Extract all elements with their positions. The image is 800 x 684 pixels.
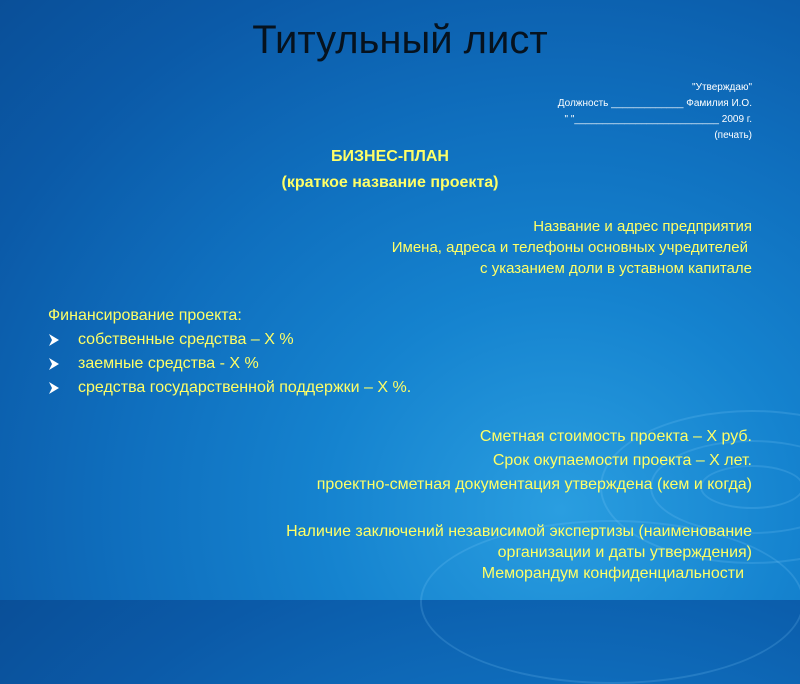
- estimated-cost-line: Сметная стоимость проекта – Х руб.: [479, 428, 752, 445]
- business-plan-heading: БИЗНЕС-ПЛАН: [331, 148, 449, 165]
- arrow-bullet-icon: [48, 333, 60, 347]
- payback-period-line: Срок окупаемости проекта – Х лет.: [492, 452, 752, 469]
- expertise-block: [286, 520, 752, 586]
- approval-heading: "Утверждаю": [692, 82, 752, 93]
- approval-date-line: " "__________________________ 2009 г.: [564, 114, 752, 125]
- approval-block: [558, 80, 752, 144]
- financing-section: [48, 304, 411, 400]
- documentation-line: проектно-сметная документация утверждена (кем и когда): [316, 476, 752, 493]
- financing-heading: Финансирование проекта:: [48, 307, 242, 324]
- arrow-bullet-icon: [48, 357, 60, 371]
- company-name-line: Название и адрес предприятия: [533, 218, 752, 235]
- list-item: [48, 376, 411, 400]
- founders-line: Имена, адреса и телефоны основных учредителей: [391, 239, 748, 256]
- expertise-line-continued: организации и даты утверждения): [497, 544, 752, 561]
- cost-block: [317, 425, 752, 497]
- list-item: [48, 328, 411, 352]
- financing-item-label: собственные средства – Х %: [78, 331, 294, 348]
- memorandum-line: Меморандум конфиденциальности: [481, 565, 744, 582]
- approval-stamp: (печать): [714, 130, 752, 141]
- list-item: [48, 352, 411, 376]
- capital-share-line: с указанием доли в уставном капитале: [480, 260, 752, 277]
- arrow-bullet-icon: [48, 381, 60, 395]
- slide-title: Титульный лист: [252, 18, 548, 62]
- financing-item-label: заемные средства - Х %: [78, 355, 259, 372]
- approval-position-line: Должность _____________ Фамилия И.О.: [557, 98, 752, 109]
- financing-list: [48, 328, 411, 400]
- business-plan-subtitle: (краткое название проекта): [281, 174, 499, 191]
- company-info: [392, 216, 752, 279]
- expertise-line: Наличие заключений независимой экспертизы (наименование: [286, 523, 752, 540]
- financing-item-label: средства государственной поддержки – Х %.: [78, 379, 412, 396]
- business-plan-heading-block: [0, 144, 800, 196]
